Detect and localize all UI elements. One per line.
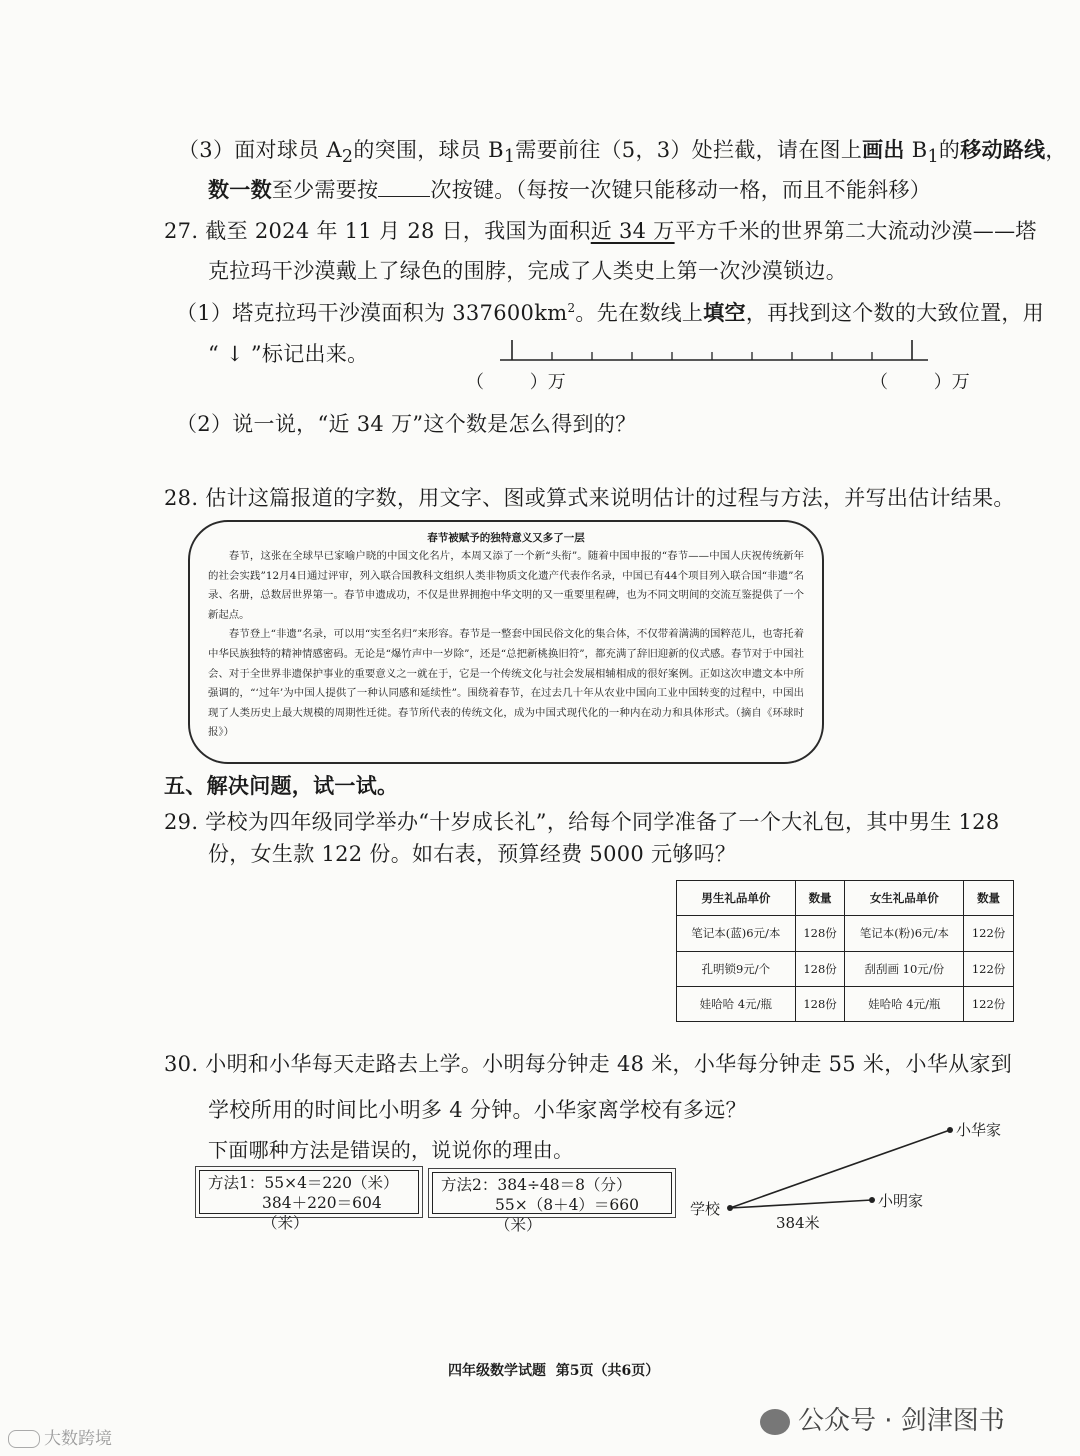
q30-line3: 下面哪种方法是错误的，说说你的理由。 [208,1138,574,1162]
text-seg: 27. 截至 2024 年 11 月 28 日，我国为面积 [164,219,591,243]
school-label: 学校 [690,1200,721,1218]
q26-part3-line2 [208,174,931,204]
q27-part1-line1 [176,297,1044,327]
section-heading: 五、解决问题，试一试。 [164,773,399,798]
q29-line2: 份，女生款 122 份。如右表，预算经费 5000 元够吗？ [208,842,737,866]
superscript: 2 [567,301,576,315]
text-seg: 。先在数线上 [575,301,704,325]
text-seg: ，再找到这个数的大致位置，用 [745,301,1045,325]
text-seg: 平方千米的世界第二大流动沙漠——塔 [674,219,1037,243]
method1-line2: 384＋220＝604（米） [262,1194,382,1232]
table-row [677,951,1014,986]
q29-line1: 29. 学校为四年级同学举办“十岁成长礼”，给每个同学准备了一个大礼包，其中男生 128 [164,810,1000,834]
xiaoming-home-label: 小明家 [878,1192,924,1210]
q27-line1 [164,215,1037,245]
bold-text: 填空 [703,300,746,325]
bold-text: 移动路线 [960,137,1046,162]
article-paragraph-1: 春节，这张在全球早已家喻户晓的中国文化名片，本周又添了一个新“头衔”。随着中国申报的“春节——中国人庆祝传统新年的社会实践”12月4日通过评审，列入联合国教科文组织人类非物质文化遗产代表作名录，中国已有44个项目列入联合国“非遗”名录、名册，总数居世界第一。春节申遗成功，不仅是世界拥抱中华文明的又一重要里程碑，也为不同文明间的交流互鉴提供了一个新起点。 [208,550,804,621]
page-footer: 四年级数学试题 第5页（共6页） [448,1363,660,1379]
method2-line2: 55×（8＋4）＝660（米） [495,1196,640,1234]
table-header: 数量 [795,881,845,916]
table-cell: 刮刮画 10元/份 [845,951,964,986]
article-title: 春节被赋予的独特意义又多了一层 [427,532,585,544]
text-seg: 的 [938,138,961,162]
watermark-left-text: 大数跨境 [44,1429,112,1449]
q27-line2: 克拉玛干沙漠戴上了绿色的围脖，完成了人类史上第一次沙漠锁边。 [208,259,847,283]
watermark-logo-icon [8,1430,40,1448]
q30-line1: 30. 小明和小华每天走路去上学。小明每分钟走 48 米，小华每分钟走 55 米，小华从家到 [164,1052,1013,1076]
table-cell: 娃哈哈 4元/瓶 [845,986,964,1021]
method2-line1: 方法2：384÷48＝8（分） [441,1176,632,1194]
number-line-minor-ticks [552,352,872,360]
article-paragraph-2: 春节登上“非遗”名录，可以用“实至名归”来形容。春节是一整套中国民俗文化的集合体，不仅带着满满的国粹范儿，也寄托着中华民族独特的精神情感密码。无论是“爆竹声中一岁除”，还是“总把新桃换旧符”，都充满了辞旧迎新的仪式感。春节对于中国社会、对于全世界非遗保护事业的重要意义之一就在于，它是一个传统文化与社会发展相辅相成的很好案例。正如这次申遗文本中所强调的，“‘过年’为中国人提供了一种认同感和延续性”。围绕着春节，在过去几十年从农业中国向工业中国转变的过程中，中国出现了人类历史上最大规模的周期性迁徙。春节所代表的传统文化，成为中国式现代化的一种内在动力和具体形式。（摘自《环球时报》） [208,628,804,739]
subscript: 2 [341,147,354,168]
text-seg: 至少需要按 [271,178,379,202]
text-seg: （1）塔克拉玛干沙漠面积为 337600km [176,301,568,325]
table-cell: 娃哈哈 4元/瓶 [677,986,796,1021]
q27-part1-line2: “ ↓ ”标记出来。 [208,342,369,366]
number-line-right-label[interactable]: （ ）万 [870,372,970,393]
emphasis-text: 数一数 [208,177,272,202]
table-header: 男生礼品单价 [677,881,796,916]
table-cell: 122份 [964,986,1014,1021]
text-seg: 需要前往（5，3）处拦截，请在图上 [515,138,863,162]
table-row [677,986,1014,1021]
table-cell: 孔明锁9元/个 [677,951,796,986]
subscript: 1 [927,147,939,168]
text-seg: 的突围，球员 B [353,138,504,162]
distance-label: 384米 [776,1214,820,1232]
q30-line2: 学校所用的时间比小明多 4 分钟。小华家离学校有多远？ [208,1098,747,1122]
watermark-right [760,1400,1005,1437]
method2-box [432,1172,672,1234]
method1-line1: 方法1：55×4＝220（米） [208,1174,399,1192]
wechat-icon [760,1409,790,1435]
q28-question: 28. 估计这篇报道的字数，用文字、图或算式来说明估计的过程与方法，并写出估计结果。 [164,486,1015,510]
watermark-left [8,1424,112,1449]
subscript: 1 [503,147,516,168]
table-cell: 122份 [964,951,1014,986]
table-cell: 128份 [795,986,845,1021]
table-cell: 128份 [795,951,845,986]
q27-part2: （2）说一说，“近 34 万”这个数是怎么得到的？ [176,412,637,436]
text-seg: 次按键。（每按一次键只能移动一格，而且不能斜移） [430,178,932,202]
table-header-row [677,881,1014,916]
table-header: 女生礼品单价 [845,881,964,916]
gift-price-table [676,880,1014,1022]
number-line-left-label[interactable]: （ ）万 [466,372,566,393]
q26-part3-line1 [178,134,1067,167]
xiaoming-home-dot [869,1197,875,1203]
emphasis-text: 画出 [862,137,905,162]
text-seg: ， [1045,138,1067,162]
xiaohua-home-label: 小华家 [956,1121,1002,1139]
table-cell: 128份 [795,916,845,951]
watermark-right-text: 公众号 · 剑津图书 [798,1406,1005,1436]
text-seg: B [904,138,928,162]
article-box [188,520,824,764]
answer-blank[interactable] [378,178,430,197]
text-seg: （3）面对球员 A [178,138,342,162]
table-cell: 笔记本(粉)6元/本 [845,916,964,951]
table-row [677,916,1014,951]
table-cell: 笔记本(蓝)6元/本 [677,916,796,951]
method1-box [199,1170,419,1232]
table-cell: 122份 [964,916,1014,951]
table-header: 数量 [964,881,1014,916]
number-line[interactable] [496,334,936,366]
school-dot [727,1205,733,1211]
xiaohua-home-dot [947,1127,953,1133]
underlined-text: 近 34 万 [590,219,675,243]
